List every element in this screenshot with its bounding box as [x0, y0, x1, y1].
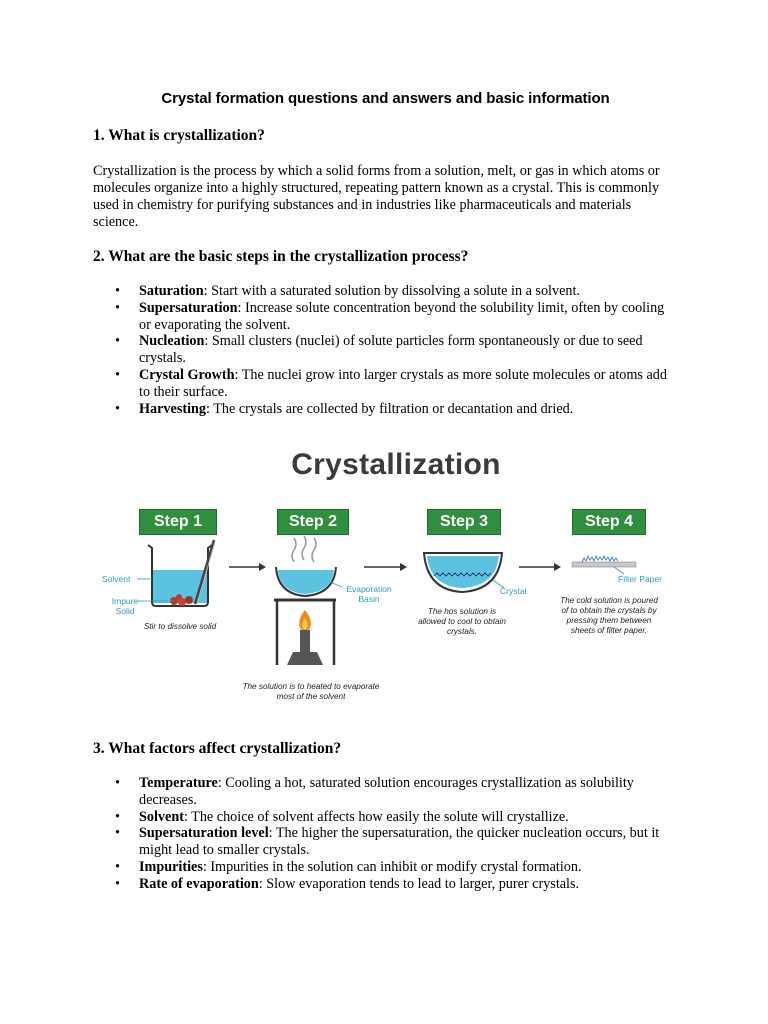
step-3-badge: Step 3 [427, 509, 501, 535]
step-4-badge: Step 4 [572, 509, 646, 535]
evaporation-basin-label: Evaporation Basin [346, 584, 392, 604]
list-item-term: Rate of evaporation [139, 875, 259, 892]
diagram-title: Crystallization [291, 448, 501, 481]
list-item-text: : The choice of solvent affects how easily the solute will crystallize. [183, 808, 569, 825]
step-2-caption: The solution is to heated to evaporate most of the solvent [242, 682, 380, 701]
bullet-glyph: • [115, 875, 120, 892]
list-item-text: : Cooling a hot, saturated solution encourages crystallization as solubility decreases. [139, 775, 634, 808]
section-2-heading: 2. What are the basic steps in the crystallization process? [93, 248, 469, 265]
bullet-glyph: • [115, 858, 120, 875]
list-item-text: : The nuclei grow into larger crystals as more solute molecules or atoms add to their surface. [139, 366, 667, 400]
step-4-caption: The cold solution is poured of to obtain the crystals by pressing them between sheets of filter paper. [560, 596, 658, 635]
bullet-glyph: • [115, 775, 120, 791]
crystal-label: Crystal [500, 586, 527, 596]
section-1-heading: 1. What is crystallization? [93, 127, 265, 144]
list-item [93, 367, 678, 401]
factors-list [93, 775, 678, 893]
diagram-illustration [94, 442, 674, 712]
steps-list [93, 283, 678, 417]
arrow-icon [364, 563, 407, 571]
bullet-glyph: • [115, 808, 120, 825]
list-item-term: Temperature [139, 775, 218, 791]
impure-solid-label: Impure Solid [111, 596, 139, 616]
list-item-text: : Small clusters (nuclei) of solute particles form spontaneously or due to seed crystals. [139, 333, 643, 367]
bullet-glyph: • [115, 333, 120, 350]
list-item [93, 300, 678, 334]
list-item-term: Impurities [139, 858, 203, 875]
step-1-badge: Step 1 [139, 509, 217, 535]
step-1-caption: Stir to dissolve solid [143, 622, 217, 631]
list-item-text: : Impurities in the solution can inhibit or modify crystal formation. [202, 858, 582, 875]
list-item [93, 283, 678, 300]
list-item [93, 809, 678, 826]
list-item-term: Nucleation [139, 333, 205, 350]
list-item-term: Solvent [139, 808, 184, 825]
list-item-term: Supersaturation level [139, 825, 269, 842]
list-item [93, 401, 678, 418]
list-item [93, 775, 678, 809]
document-title: Crystal formation questions and answers and basic information [161, 90, 610, 107]
bullet-glyph: • [115, 400, 120, 417]
filter-paper-label: Filter Paper [618, 574, 662, 584]
list-item-text: : The higher the supersaturation, the quicker nucleation occurs, but it might lead to smaller crystals. [139, 825, 660, 859]
list-item-text: : Increase solute concentration beyond the solubility limit, often by cooling or evaporating the solvent. [139, 299, 665, 333]
bullet-glyph: • [115, 825, 120, 842]
list-item-term: Harvesting [139, 400, 206, 417]
bullet-glyph: • [115, 299, 120, 316]
list-item-term: Saturation [139, 283, 204, 299]
bullet-glyph: • [115, 366, 120, 383]
evaporation-basin-icon [276, 567, 336, 596]
arrow-icon [229, 563, 266, 571]
list-item-text: : Slow evaporation tends to lead to larger, purer crystals. [258, 875, 580, 892]
list-item [93, 859, 678, 876]
steam-icon [292, 536, 316, 562]
list-item-text: : Start with a saturated solution by dissolving a solute in a solvent. [203, 283, 580, 299]
bunsen-burner-icon [287, 630, 323, 665]
solvent-label: Solvent [102, 574, 131, 584]
flame-icon [299, 610, 311, 631]
step-3-caption: The hos solution is allowed to cool to obtain crystals. [418, 607, 506, 636]
list-item-term: Crystal Growth [139, 366, 235, 383]
section-1-paragraph: Crystallization is the process by which a solid forms from a solution, melt, or gas in which atoms or molecules organize into a highly structured, repeating pattern known as a crystal. This is commonly used in chemistry for purifying substances and in industries like pharmaceuticals and materials science. [93, 163, 660, 230]
filter-paper-icon [572, 556, 636, 567]
list-item-term: Supersaturation [139, 299, 238, 316]
list-item [93, 876, 678, 893]
crystallizing-dish-icon [424, 553, 502, 592]
step-2-badge: Step 2 [277, 509, 349, 535]
bullet-glyph: • [115, 283, 120, 299]
section-3-heading: 3. What factors affect crystallization? [93, 740, 342, 757]
list-item [93, 333, 678, 367]
crystallization-diagram [94, 442, 674, 712]
beaker-icon [148, 540, 215, 606]
list-item-text: : The crystals are collected by filtration or decantation and dried. [206, 400, 574, 417]
list-item [93, 825, 678, 859]
arrow-icon [519, 563, 561, 571]
